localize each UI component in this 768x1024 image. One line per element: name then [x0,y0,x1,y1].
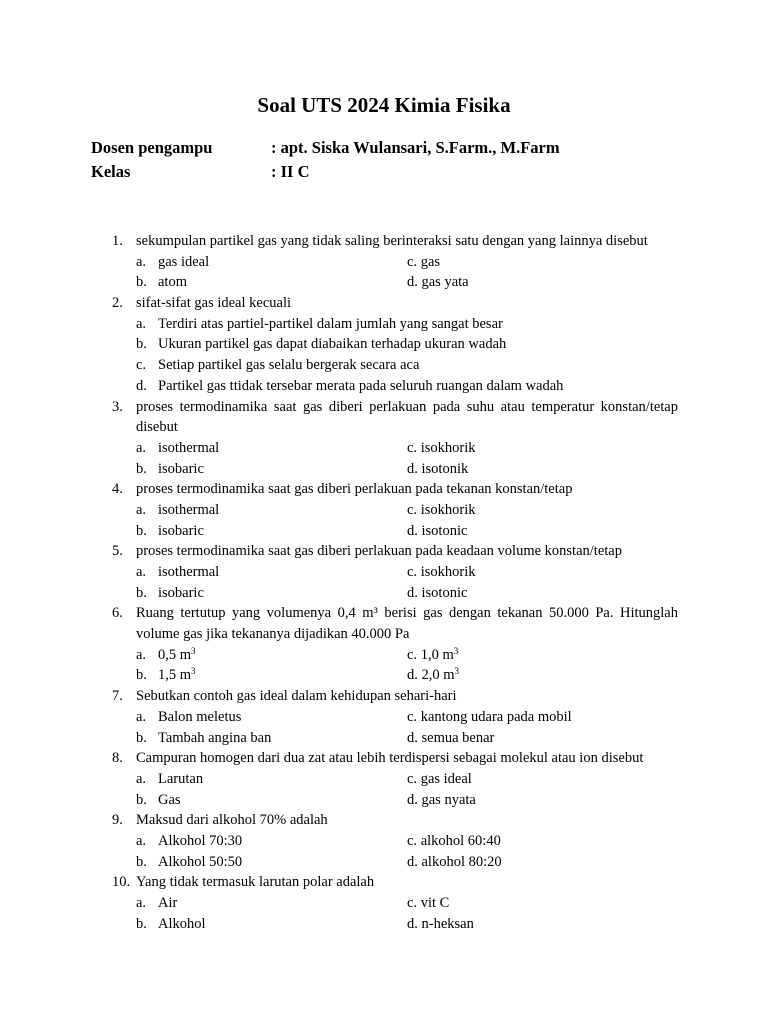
option-letter: b. [136,667,147,684]
question-item [0,603,768,686]
question-line [0,686,768,707]
option [136,852,242,873]
option-text: isotonic [421,584,468,601]
option-letter: a. [136,646,147,663]
option-letter: b. [136,522,147,539]
option-letter: c. [407,832,418,849]
option-letter: d. [407,915,418,932]
option-row [0,769,768,790]
superscript: 3 [191,645,196,656]
option [407,728,494,749]
option [407,272,469,293]
lecturer-row [91,136,560,160]
option-letter: d. [407,460,418,477]
option [407,645,458,666]
option-row [0,728,768,749]
option-letter: a. [136,253,147,270]
option-text: isokhorik [420,564,476,580]
option-text: Alkohol [158,915,206,932]
option-text: gas [420,253,441,270]
question-item [0,541,768,603]
option-text: isotonik [421,460,469,477]
question-item [0,686,768,748]
option [136,376,563,397]
class-label: Kelas [91,162,131,181]
option [407,252,440,273]
option-letter: c. [407,253,418,270]
option-text: semua benar [421,729,495,746]
option-letter: d. [407,667,418,684]
option-letter: b. [136,729,147,746]
question-line [0,231,768,252]
option-text: 1,5 m [158,667,192,684]
question-number: 9. [112,812,123,829]
question-number: 10. [112,874,131,891]
option [136,355,419,376]
option-text: Alkohol 50:50 [158,853,243,870]
option-row [0,665,768,686]
option-letter: d. [407,584,418,601]
question-item [0,397,768,480]
question-item [0,231,768,293]
question-number: 8. [112,750,123,767]
class-value: : II C [271,162,310,181]
option [136,665,196,686]
question-number: 3. [112,398,123,415]
option-letter: d. [407,522,418,539]
option-text: kantong udara pada mobil [420,708,572,725]
option [136,645,196,666]
option-text: isokhorik [420,501,476,518]
question-number: 2. [112,295,123,312]
option [136,272,187,293]
question-text: disebut [136,419,178,436]
option-text: isokhorik [420,439,476,456]
option-text: 2,0 m [421,667,455,684]
option-letter: a. [136,708,147,725]
option-text: Ukuran partikel gas dapat diabaikan terhadap ukuran wadah [158,336,507,353]
option-row [0,438,768,459]
option [407,438,475,459]
option-text: n-heksan [421,915,474,932]
option-row [0,314,768,335]
option-text: alkohol 60:40 [420,832,501,849]
option-letter: c. [407,439,418,456]
option-letter: b. [136,460,147,477]
option-text: Setiap partikel gas selalu bergerak secara aca [158,357,420,374]
option-text: isothermal [158,501,220,518]
option-text: isothermal [158,564,220,580]
question-line [0,479,768,500]
option [407,914,474,935]
option-text: isothermal [158,439,220,456]
option-text: 0,5 m [158,646,192,663]
option-text: Partikel gas ttidak tersebar merata pada seluruh ruangan dalam wadah [158,377,564,394]
option-row [0,500,768,521]
option-letter: c. [407,708,418,725]
superscript: 3 [191,666,196,677]
option-text: Larutan [158,770,204,787]
option [136,769,203,790]
option-row [0,252,768,273]
option [407,831,501,852]
option-letter: b. [136,336,147,353]
option-letter: a. [136,315,147,332]
option-row [0,562,768,583]
option [136,521,204,542]
question-item [0,293,768,396]
option-text: gas ideal [158,253,210,270]
page-title: Soal UTS 2024 Kimia Fisika [257,93,511,117]
option-letter: a. [136,832,147,849]
exam-info [91,136,560,184]
option [407,459,468,480]
question-number: 7. [112,688,123,705]
option-row [0,893,768,914]
option-text: isobaric [158,522,204,539]
option-row [0,334,768,355]
option [407,562,475,583]
option-text: Tambah angina ban [158,729,272,746]
option-text: Alkohol 70:30 [158,832,243,849]
option-text: isobaric [158,460,204,477]
option-row [0,790,768,811]
question-number: 6. [112,605,123,622]
option [136,500,219,521]
option-row [0,707,768,728]
superscript: 3 [453,645,459,656]
question-text: Yang tidak termasuk larutan polar adalah [136,874,375,891]
option [136,914,206,935]
option-text: isobaric [158,584,204,601]
option [407,893,449,914]
option-letter: d. [407,729,418,746]
option-row [0,376,768,397]
option-row [0,355,768,376]
question-text: Campuran homogen dari dua zat atau lebih terdispersi sebagai molekul atau ion disebut [136,750,644,767]
option-letter: a. [136,770,147,787]
option-letter: a. [136,895,147,911]
option [407,852,502,873]
option-letter: b. [136,853,147,870]
option-row [0,852,768,873]
question-item [0,810,768,872]
question-line [0,293,768,314]
option [136,583,204,604]
question-line [0,541,768,562]
question-item [0,479,768,541]
option [136,728,271,749]
option [136,334,506,355]
option-letter: d. [407,853,418,870]
question-number: 5. [112,543,123,560]
option-text: gas yata [421,274,469,291]
option-text: Balon meletus [158,708,242,725]
option-text: Terdiri atas partiel-partikel dalam jumlah yang sangat besar [158,315,503,332]
option-letter: c. [136,357,147,374]
question-item [0,748,768,810]
question-line [0,603,768,624]
option-letter: a. [136,564,147,580]
question-item [0,872,768,934]
option [136,459,204,480]
option [407,707,572,728]
question-line [0,397,768,418]
question-number: 1. [112,233,123,249]
option-row [0,459,768,480]
option-letter: d. [407,274,418,291]
option-letter: a. [136,501,147,518]
option-row [0,272,768,293]
option [136,314,503,335]
option-letter: a. [136,439,147,456]
option [407,790,476,811]
option-letter: c. [407,564,418,580]
option [136,438,219,459]
question-list [0,231,768,934]
option [407,521,467,542]
option-letter: b. [136,915,147,932]
question-text: proses termodinamika saat gas diberi perlakuan pada keadaan volume konstan/tetap [136,543,622,560]
option-letter: c. [407,501,418,518]
option-text: Air [158,895,178,911]
question-number: 4. [112,481,123,498]
option-row [0,645,768,666]
option-letter: d. [407,791,418,808]
question-text: volume gas jika tekananya dijadikan 40.000 Pa [136,626,410,643]
option-row [0,521,768,542]
option [407,769,472,790]
lecturer-label: Dosen pengampu [91,138,213,157]
question-line [0,872,768,893]
option-text: alkohol 80:20 [421,853,502,870]
option-text: gas ideal [420,770,472,787]
lecturer-value: : apt. Siska Wulansari, S.Farm., M.Farm [271,138,560,157]
class-row [91,160,560,184]
question-text: proses termodinamika saat gas diberi perlakuan pada tekanan konstan/tetap [136,481,573,498]
option-row [0,831,768,852]
question-line-cont [0,624,768,645]
option-letter: d. [136,377,147,394]
option [407,500,475,521]
option-row [0,583,768,604]
option [136,562,219,583]
option-text: isotonic [421,522,468,539]
question-text: Sebutkan contoh gas ideal dalam kehidupan sehari-hari [136,688,457,705]
option-letter: c. [407,895,418,911]
option-text: 1,0 m [420,646,454,663]
option-text: gas nyata [421,791,476,808]
question-line-cont [0,417,768,438]
question-text: sifat-sifat gas ideal kecuali [136,295,292,312]
option-letter: c. [407,646,418,663]
option-letter: b. [136,791,147,808]
option [136,790,181,811]
option [407,665,459,686]
superscript: 3 [454,666,460,677]
question-text: Ruang tertutup yang volumenya 0,4 m³ berisi gas dengan tekanan 50.000 Pa. Hitunglah [136,605,678,622]
option [407,583,467,604]
option-text: atom [158,274,187,291]
option [136,707,241,728]
option [136,252,209,273]
question-text: proses termodinamika saat gas diberi perlakuan pada suhu atau temperatur konstan/tetap [136,398,678,415]
option-text: Gas [158,791,181,808]
question-line [0,810,768,831]
option [136,893,177,914]
option-letter: b. [136,274,147,291]
option-letter: c. [407,770,418,787]
option-letter: b. [136,584,147,601]
option-text: vit C [420,895,450,911]
question-text: Maksud dari alkohol 70% adalah [136,812,328,829]
option [136,831,242,852]
option-row [0,914,768,935]
question-line [0,748,768,769]
question-text: sekumpulan partikel gas yang tidak saling berinteraksi satu dengan yang lainnya disebut [136,233,648,249]
